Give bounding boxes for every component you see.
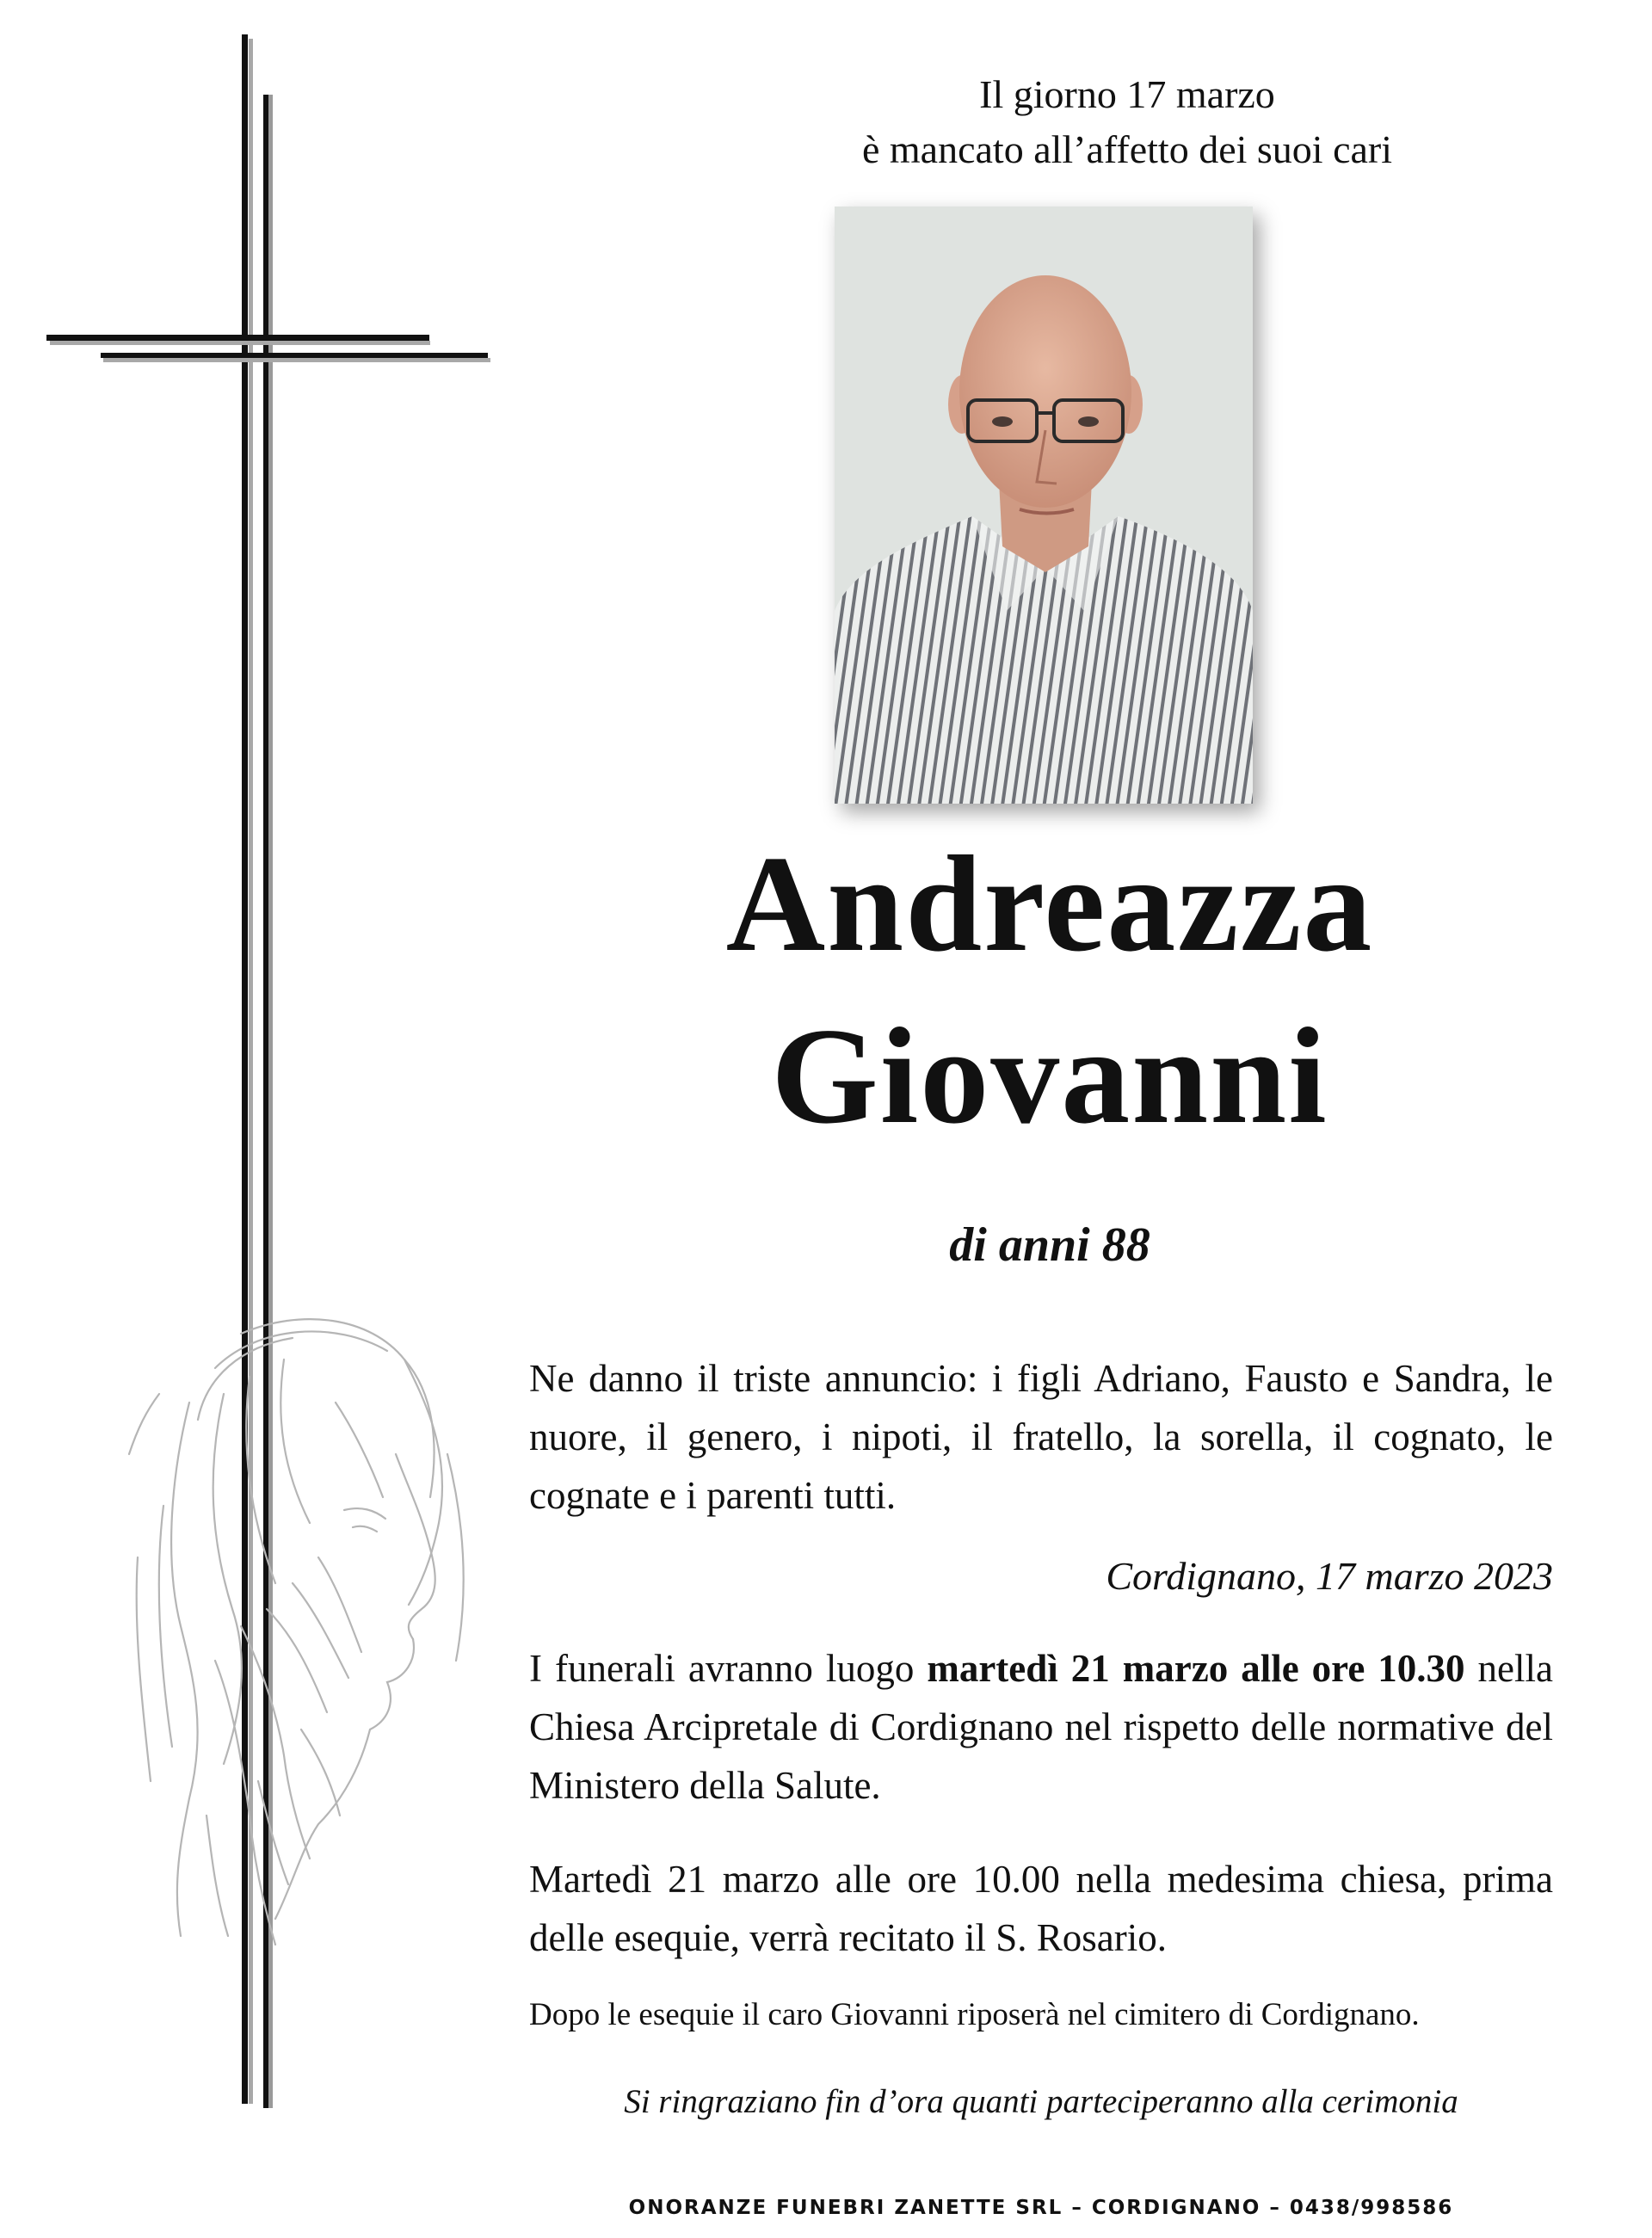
christ-face-sketch-icon xyxy=(112,1299,490,1953)
announcement-text: Ne danno il triste annuncio: i figli Adriano, Fausto e Sandra, le nuore, il genero, i nipoti, il fratello, la sorella, il cognato, le cognate e i parenti tutti. xyxy=(529,1357,1553,1517)
thanks-text: Si ringraziano fin d’ora quanti parteciperanno alla cerimonia xyxy=(624,2083,1458,2120)
funeral-text-before: I funerali avranno luogo xyxy=(529,1647,928,1690)
place-and-date: Cordignano, 17 marzo 2023 xyxy=(1106,1554,1553,1598)
funeral-text-after: nella Chiesa Arcipretale di Cordignano nel rispetto delle normative del Ministero della Salute. xyxy=(529,1647,1553,1807)
intro-text xyxy=(654,67,1600,177)
deceased-age: di anni 88 xyxy=(949,1218,1150,1272)
intro-line-date: Il giorno 17 marzo xyxy=(979,72,1275,116)
deceased-first-name: Giovanni xyxy=(771,999,1328,1152)
funeral-details xyxy=(529,1639,1553,1815)
rosary-details: Martedì 21 marzo alle ore 10.00 nella medesima chiesa, prima delle esequie, verrà recitato il S. Rosario. xyxy=(529,1858,1553,1959)
funeral-home-footer: ONORANZE FUNEBRI ZANETTE SRL – CORDIGNANO – 0438/998586 xyxy=(628,2197,1454,2219)
portrait-photo xyxy=(835,207,1253,804)
intro-line-passing: è mancato all’affetto dei suoi cari xyxy=(861,127,1393,171)
deceased-surname: Andreazza xyxy=(725,827,1374,980)
burial-details: Dopo le esequie il caro Giovanni riposerà nel cimitero di Cordignano. xyxy=(529,1997,1420,2032)
cross-horizontal-shadow-grey xyxy=(103,358,490,362)
cross-horizontal xyxy=(46,335,429,341)
cross-horizontal-grey xyxy=(50,341,430,345)
funeral-date-time: martedì 21 marzo alle ore 10.30 xyxy=(927,1647,1465,1690)
cross-horizontal-shadow xyxy=(101,353,488,358)
